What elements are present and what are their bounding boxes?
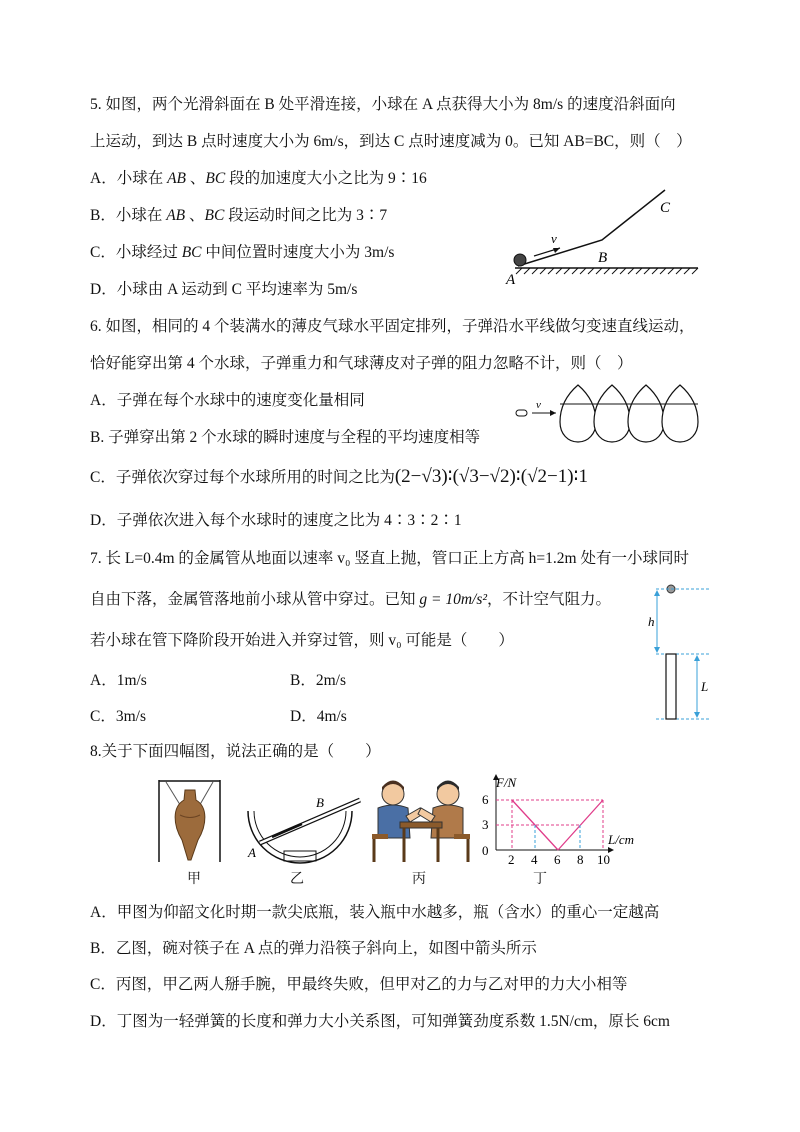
- q5-stem-line1: 5. 如图，两个光滑斜面在 B 处平滑连接，小球在 A 点获得大小为 8m/s 的速度沿斜面向: [90, 96, 676, 113]
- q7-option-a: A．1m/s: [90, 672, 147, 689]
- ball-icon: [514, 254, 526, 266]
- x-tick-6: 6: [554, 852, 561, 867]
- y-tick-0: 0: [482, 843, 489, 858]
- jia-bottle-figure: [156, 780, 226, 865]
- q8-stem: 8.关于下面四幅图，说法正确的是（ ）: [90, 743, 381, 760]
- bing-arm-wrestling-figure: [368, 778, 473, 866]
- y-tick-3: 3: [482, 817, 489, 832]
- q7-option-d: D．4m/s: [290, 708, 347, 725]
- point-a-label: A: [248, 845, 256, 860]
- velocity-label: v: [551, 231, 557, 246]
- height-label: h: [648, 614, 655, 629]
- q7-stem-line3: 若小球在管下降阶段开始进入并穿过管，则 v₀ 可能是（ ）: [90, 632, 514, 649]
- y-axis-label: F/N: [496, 775, 517, 790]
- ding-spring-graph: [468, 772, 643, 867]
- q6-stem-line2: 恰好能穿出第 4 个水球，子弹重力和气球薄皮对子弹的阻力忽略不计，则（ ）: [90, 355, 633, 372]
- x-tick-10: 10: [597, 852, 610, 867]
- water-balloons-figure: [512, 382, 712, 448]
- point-b-label: B: [598, 250, 608, 266]
- q6-option-d: D．子弹依次进入每个水球时的速度之比为 4∶3∶2∶1: [90, 512, 462, 529]
- x-tick-4: 4: [531, 852, 538, 867]
- x-tick-8: 8: [577, 852, 584, 867]
- incline-figure: [500, 188, 705, 288]
- y-tick-6: 6: [482, 792, 489, 807]
- caption-jia: 甲: [187, 872, 201, 887]
- tube-ball-figure: [640, 580, 720, 725]
- q5-option-b: B．小球在 AB 、BC 段运动时间之比为 3∶7: [90, 207, 388, 224]
- q5-stem-line2: 上运动，到达 B 点时速度大小为 6m/s，到达 C 点时速度减为 0。已知 AB=BC，则（ ）: [90, 133, 692, 150]
- q5-option-c: C．小球经过 BC 中间位置时速度大小为 3m/s: [90, 244, 395, 261]
- q7-stem-line2: 自由下落，金属管落地前小球从管中穿过。已知 g = 10m/s²，不计空气阻力。: [90, 591, 612, 608]
- q6-option-a: A．子弹在每个水球中的速度变化量相同: [90, 392, 365, 409]
- yi-bowl-figure: [242, 795, 362, 865]
- x-axis-label: L/cm: [608, 832, 634, 847]
- q8-option-c: C．丙图，甲乙两人掰手腕，甲最终失败，但甲对乙的力与乙对甲的力大小相等: [90, 976, 628, 993]
- q5-option-a: A．小球在 AB 、BC 段的加速度大小之比为 9∶16: [90, 170, 427, 187]
- point-b-label: B: [316, 795, 324, 810]
- q8-option-b: B．乙图，碗对筷子在 A 点的弹力沿筷子斜向上，如图中箭头所示: [90, 940, 537, 957]
- length-label: L: [701, 679, 709, 694]
- q7-option-b: B．2m/s: [290, 672, 346, 689]
- caption-ding: 丁: [533, 872, 547, 887]
- q7-stem-line1: 7. 长 L=0.4m 的金属管从地面以速率 v₀ 竖直上抛，管口正上方高 h=1.2m 处有一小球同时: [90, 550, 689, 567]
- bullet-velocity-label: v: [536, 399, 541, 411]
- point-c-label: C: [660, 200, 671, 216]
- q6-stem-line1: 6. 如图，相同的 4 个装满水的薄皮气球水平固定排列，子弹沿水平线做匀变速直线运动，: [90, 318, 695, 335]
- point-a-label: A: [506, 272, 516, 288]
- x-tick-2: 2: [508, 852, 515, 867]
- caption-bing: 丙: [412, 872, 426, 887]
- q8-option-d: D．丁图为一轻弹簧的长度和弹力大小关系图，可知弹簧劲度系数 1.5N/cm，原长 6cm: [90, 1013, 670, 1030]
- q6-option-c: C．子弹依次穿过每个水球所用的时间之比为(2−√3)∶(√3−√2)∶(√2−1)∶1: [90, 466, 588, 487]
- q8-option-a: A．甲图为仰韶文化时期一款尖底瓶，装入瓶中水越多，瓶（含水）的重心一定越高: [90, 904, 660, 921]
- q5-option-d: D．小球由 A 运动到 C 平均速率为 5m/s: [90, 281, 358, 298]
- q7-option-c: C．3m/s: [90, 708, 146, 725]
- caption-yi: 乙: [290, 872, 304, 887]
- q6-option-b: B. 子弹穿出第 2 个水球的瞬时速度与全程的平均速度相等: [90, 429, 481, 446]
